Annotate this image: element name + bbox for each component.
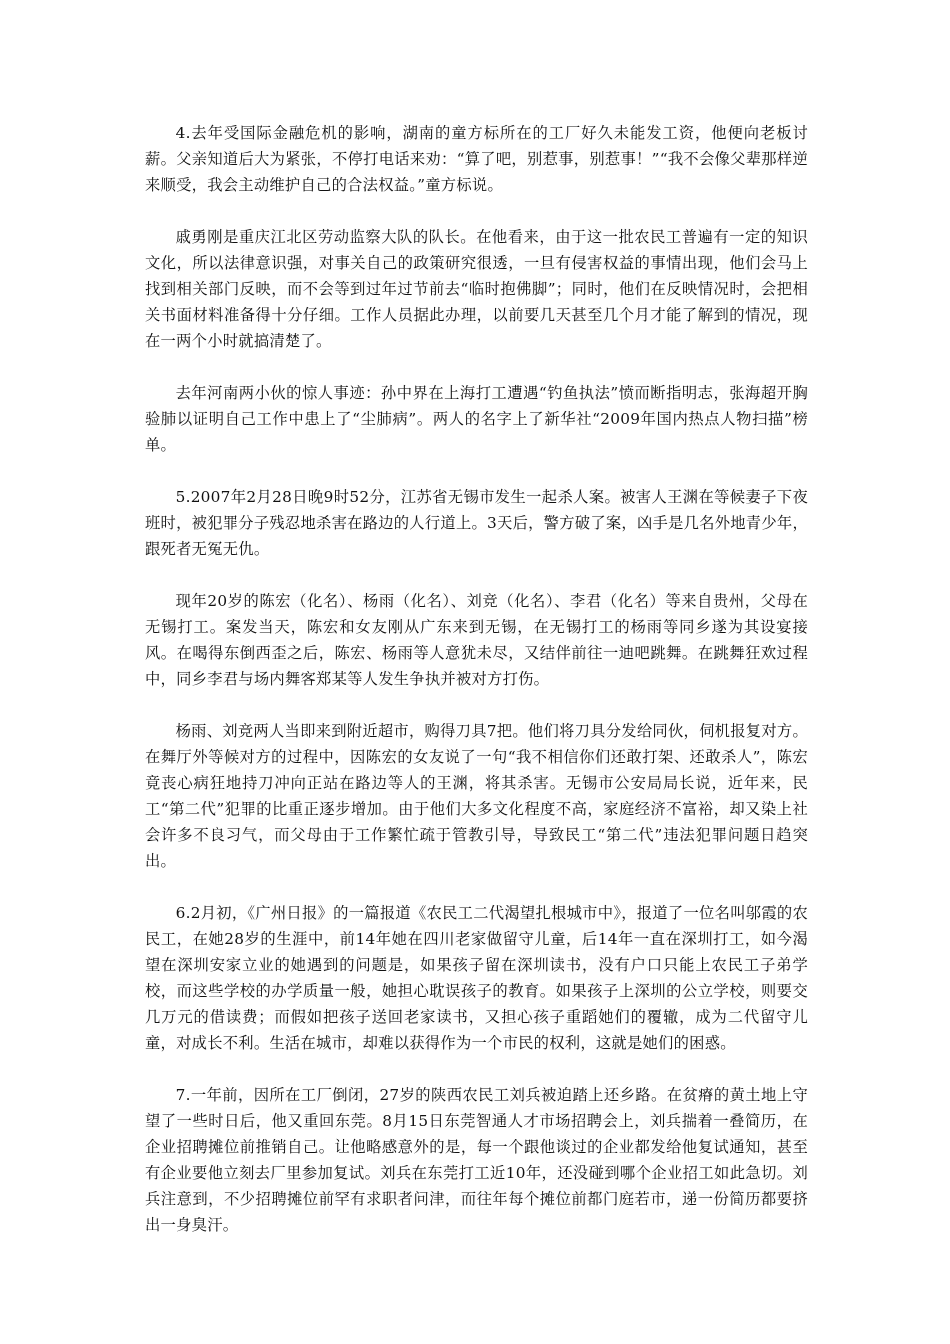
paragraph-5-wuxi-case: 5.2007年2月28日晚9时52分，江苏省无锡市发生一起杀人案。被害人王渊在等候妻子下夜班时，被犯罪分子残忍地杀害在路边的人行道上。3天后，警方破了案，凶手是几名外地青少年，跟死者无冤无仇。	[145, 488, 808, 558]
paragraph-qi-yonggang: 戚勇刚是重庆江北区劳动监察大队的队长。在他看来，由于这一批农民工普遍有一定的知识文化，所以法律意识强，对事关自己的政策研究很透，一旦有侵害权益的事情出现，他们会马上找到相关部门反映，而不会等到过年过节前去“临时抱佛脚”；同时，他们在反映情况时，会把相关书面材料准备得十分仔细。工作人员据此办理，以前要几天甚至几个月才能了解到的情况，现在一两个小时就搞清楚了。	[145, 228, 808, 350]
paragraph-6-wu-xia: 6.2月初，《广州日报》的一篇报道《农民工二代渴望扎根城市中》，报道了一位名叫邬霞的农民工，在她28岁的生涯中，前14年她在四川老家做留守儿童，后14年一直在深圳打工，如今渴望在深圳安家立业的她遇到的问题是，如果孩子留在深圳读书，没有户口只能上农民工子弟学校，而这些学校的办学质量一般，她担心耽误孩子的教育。如果孩子上深圳的公立学校，则要交几万元的借读费；而假如把孩子送回老家读书，又担心孩子重蹈她们的覆辙，成为二代留守儿童，对成长不利。生活在城市，却难以获得作为一个市民的权利，这就是她们的困惑。	[145, 904, 808, 1052]
paragraph-crime-details: 杨雨、刘竞两人当即来到附近超市，购得刀具7把。他们将刀具分发给同伙，伺机报复对方。在舞厅外等候对方的过程中，因陈宏的女友说了一句“我不相信你们还敢打架、还敢杀人”，陈宏竟丧心病狂地持刀冲向正站在路边等人的王渊，将其杀害。无锡市公安局局长说，近年来，民工“第二代”犯罪的比重正逐步增加。由于他们大多文化程度不高，家庭经济不富裕，却又染上社会许多不良习气，而父母由于工作繁忙疏于管教引导，导致民工“第二代”违法犯罪问题日趋突出。	[145, 722, 808, 870]
paragraph-7-liu-bing: 7.一年前，因所在工厂倒闭，27岁的陕西农民工刘兵被迫踏上还乡路。在贫瘠的黄土地上守望了一些时日后，他又重回东莞。8月15日东莞智通人才市场招聘会上，刘兵揣着一叠简历，在企业招聘摊位前推销自己。让他略感意外的是，每一个跟他谈过的企业都发给他复试通知，甚至有企业要他立刻去厂里参加复试。刘兵在东莞打工近10年，还没碰到哪个企业招工如此急切。刘兵注意到，不少招聘摊位前罕有求职者问津，而往年每个摊位前都门庭若市，递一份简历都要挤出一身臭汗。	[145, 1086, 808, 1234]
paragraph-henan-youths: 去年河南两小伙的惊人事迹：孙中界在上海打工遭遇“钓鱼执法”愤而断指明志，张海超开胸验肺以证明自己工作中患上了“尘肺病”。两人的名字上了新华社“2009年国内热点人物扫描”榜单。	[145, 384, 808, 454]
paragraph-4-tong-fangbiao: 4.去年受国际金融危机的影响，湖南的童方标所在的工厂好久未能发工资，他便向老板讨薪。父亲知道后大为紧张，不停打电话来劝：“算了吧，别惹事，别惹事！”“我不会像父辈那样逆来顺受，我会主动维护自己的合法权益。”童方标说。	[145, 124, 808, 194]
document-body	[145, 120, 808, 1264]
paragraph-suspects: 现年20岁的陈宏（化名）、杨雨（化名）、刘竞（化名）、李君（化名）等来自贵州，父母在无锡打工。案发当天，陈宏和女友刚从广东来到无锡，在无锡打工的杨雨等同乡遂为其设宴接风。在喝得东倒西歪之后，陈宏、杨雨等人意犹未尽，又结伴前往一迪吧跳舞。在跳舞狂欢过程中，同乡李君与场内舞客郑某等人发生争执并被对方打伤。	[145, 592, 808, 688]
